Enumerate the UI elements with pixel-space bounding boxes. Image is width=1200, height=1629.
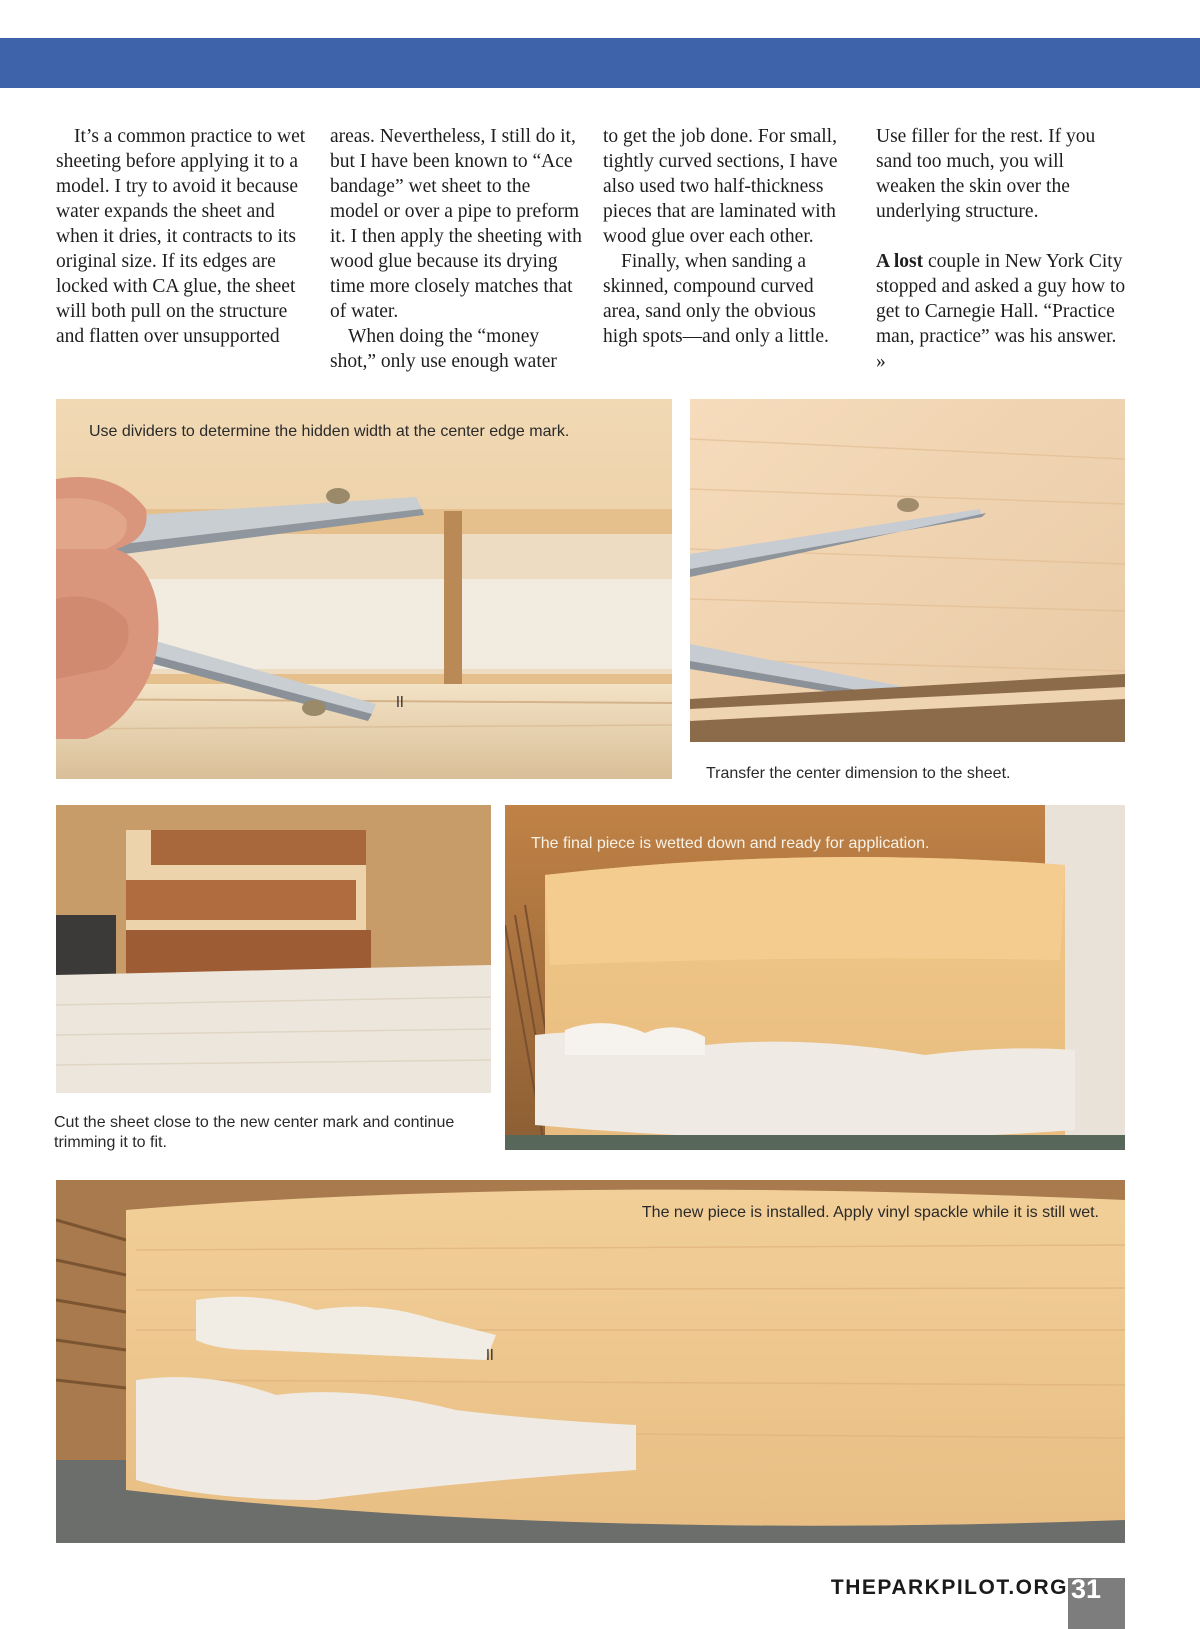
paragraph: It’s a common practice to wet sheeting before applying it to a model. I try to avoid it because water expands the sheet and when it dries, it contracts to its original size. If its edges are locked with CA glue, the sheet will both pull on the structure and flatten over unsupported xyxy=(56,126,306,347)
svg-text:ll: ll xyxy=(396,695,404,711)
paragraph: Finally, when sanding a skinned, compound curved area, sand only the obvious high spots—and only a little. xyxy=(603,251,829,347)
photo-dividers xyxy=(56,399,672,779)
page-number-tab xyxy=(1068,1574,1125,1629)
photo-caption: The final piece is wetted down and ready for application. xyxy=(531,835,930,852)
svg-text:ll: ll xyxy=(486,1348,494,1364)
photo-installed xyxy=(56,1180,1125,1543)
paragraph: areas. Nevertheless, I still do it, but I have been known to “Ace bandage” wet sheet to the model or over a pipe to preform it. I then apply the sheeting with wood glue because its drying time more closely matches that of water. xyxy=(330,126,582,322)
article-column-3 xyxy=(603,124,855,349)
photo-transfer xyxy=(690,399,1125,742)
article-column-1 xyxy=(56,124,308,349)
photo-caption: Cut the sheet close to the new center mark and continue trimming it to fit. xyxy=(54,1114,455,1151)
photo-final-piece xyxy=(505,805,1125,1150)
article-column-4 xyxy=(876,124,1128,374)
photo-cut xyxy=(56,805,491,1093)
article-column-2 xyxy=(330,124,582,374)
photo-caption: The new piece is installed. Apply vinyl spackle while it is still wet. xyxy=(641,1204,1099,1221)
paragraph xyxy=(876,249,1128,374)
header-band xyxy=(0,38,1200,88)
lead-in: A lost xyxy=(876,251,924,272)
footer-url: THEPARKPILOT.ORG xyxy=(830,1576,1068,1599)
paragraph: When doing the “money shot,” only use enough water xyxy=(330,326,557,372)
paragraph: Use filler for the rest. If you sand too much, you will weaken the skin over the underlying structure. xyxy=(876,126,1096,222)
photo-caption: Use dividers to determine the hidden width at the center edge mark. xyxy=(89,423,570,440)
photo-caption: Transfer the center dimension to the sheet. xyxy=(706,765,1011,782)
paragraph: to get the job done. For small, tightly curved sections, I have also used two half-thickness pieces that are laminated with wood glue over each other. xyxy=(603,126,838,247)
paragraph-text: couple in New York City stopped and asked a guy how to get to Carnegie Hall. “Practice man, practice” was his answer. » xyxy=(876,251,1126,372)
page-number: 31 xyxy=(1071,1574,1102,1604)
